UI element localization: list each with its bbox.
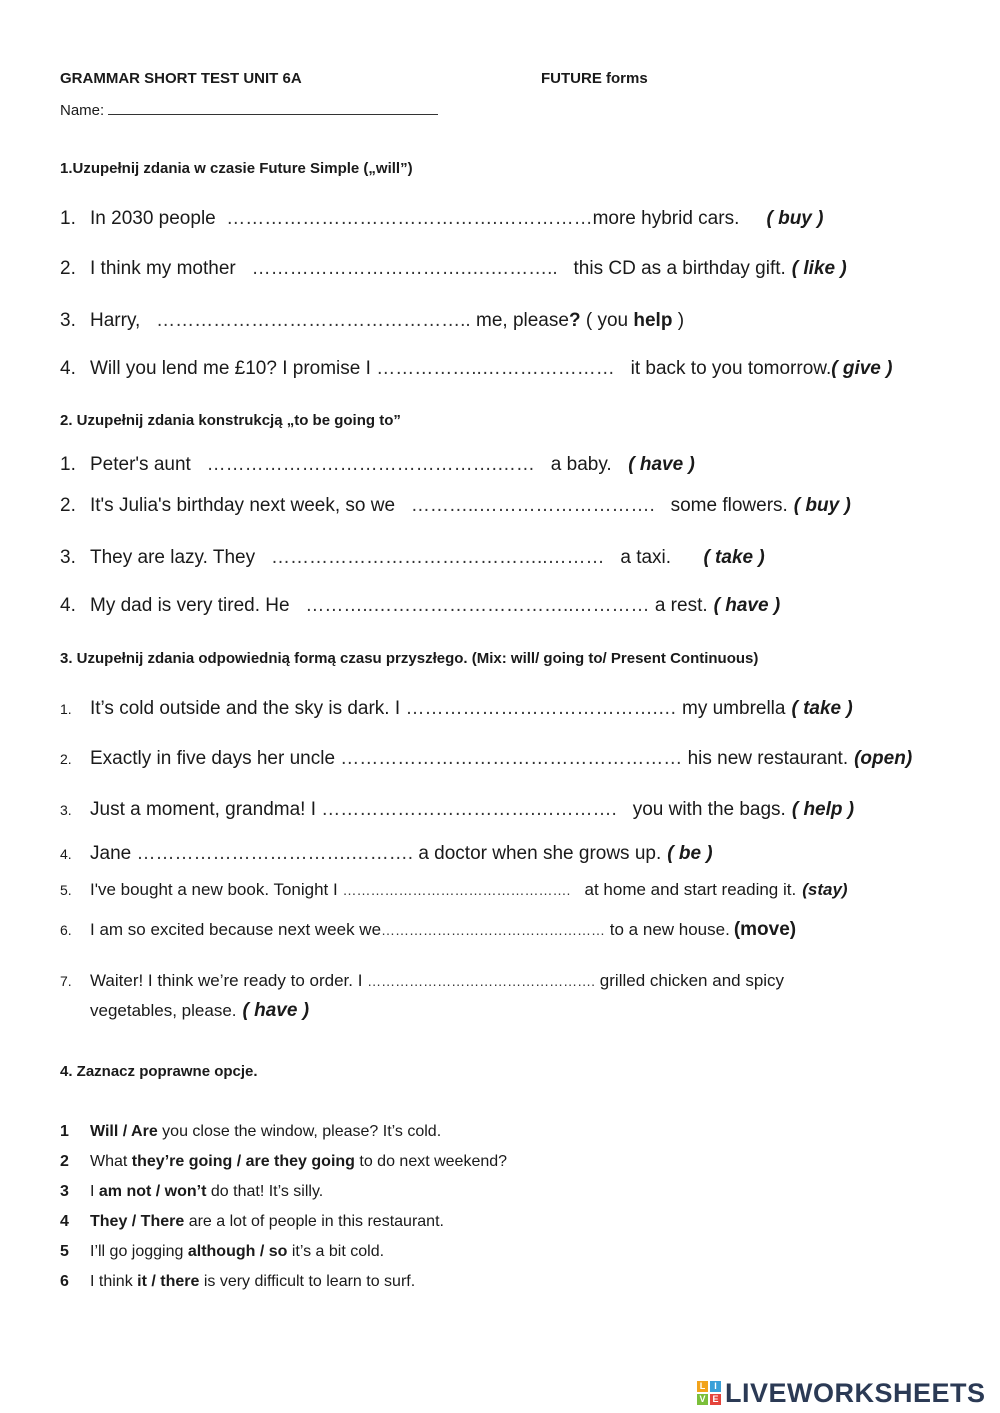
s4-question-5: 5 I’ll go jogging although / so it’s a bit cold.	[60, 1243, 385, 1260]
answer-blank[interactable]: …………………………….………….	[321, 799, 617, 820]
s3-question-2: 2. Exactly in five days her uncle ……………………………………………… his new restaurant. (open)	[60, 748, 913, 769]
s2-question-3: 3. They are lazy. They ……………………………………..……… a taxi. ( take )	[60, 547, 765, 568]
verb-hint: ( have )	[713, 595, 781, 616]
s2-question-4: 4. My dad is very tired. He ………..…………………………..………… a rest. ( have )	[60, 595, 781, 616]
s3-question-1: 1. It’s cold outside and the sky is dark. I ………………………………….… my umbrella ( take )	[60, 698, 853, 719]
verb-hint: ( buy )	[793, 495, 851, 516]
answer-blank[interactable]: ………………………………….…	[405, 698, 677, 719]
s4-question-4: 4 They / There are a lot of people in this restaurant.	[60, 1213, 444, 1230]
verb-hint: help	[633, 310, 673, 331]
logo-mark-icon	[697, 1381, 721, 1405]
answer-blank[interactable]: ………………………………………….	[342, 882, 571, 898]
answer-blank[interactable]: …………………………………………..	[156, 310, 471, 331]
verb-hint: ( have )	[242, 1000, 310, 1021]
section3-heading: 3. Uzupełnij zdania odpowiednią formą czasu przyszłego. (Mix: will/ going to/ Present Continuous)	[60, 650, 759, 667]
logo-text: LIVEWORKSHEETS	[725, 1377, 986, 1408]
s1-question-4: 4. Will you lend me £10? I promise I ……………..………………… it back to you tomorrow.( give )	[60, 358, 893, 379]
answer-blank[interactable]: ………..……………………….	[410, 495, 655, 516]
s2-question-2: 2. It's Julia's birthday next week, so we ………..………………………. some flowers. ( buy )	[60, 495, 851, 516]
verb-hint: (open)	[854, 748, 913, 769]
verb-hint: ( help )	[791, 799, 855, 820]
answer-blank[interactable]: …………………………………….……………	[226, 208, 593, 229]
section4-heading: 4. Zaznacz poprawne opcje.	[60, 1063, 258, 1080]
answer-blank[interactable]: …………………………….……….	[136, 843, 414, 864]
name-row	[60, 100, 438, 119]
choice-options[interactable]: it / there	[137, 1273, 200, 1290]
verb-hint: ( give )	[831, 358, 893, 379]
choice-options[interactable]: they’re going / are they going	[131, 1153, 355, 1170]
s4-question-1: 1 Will / Are you close the window, please? It’s cold.	[60, 1123, 442, 1140]
section1-heading: 1.Uzupełnij zdania w czasie Future Simple („will”)	[60, 160, 413, 177]
answer-blank[interactable]: …………………………………………	[381, 922, 606, 938]
choice-options[interactable]: They / There	[90, 1213, 185, 1230]
verb-hint: ( take )	[791, 698, 853, 719]
choice-options[interactable]: Will / Are	[90, 1123, 158, 1140]
answer-blank[interactable]: …………………………….….………..	[251, 258, 558, 279]
logo-letter: V	[697, 1394, 708, 1405]
answer-blank[interactable]: ………………………………………….	[367, 973, 596, 989]
s3-question-5: 5. I've bought a new book. Tonight I …………………………………………. at home and start reading it. (stay)	[60, 880, 848, 899]
verb-hint: ( buy )	[766, 208, 824, 229]
s2-question-1: 1. Peter's aunt ……………………………………….…… a baby. ( have )	[60, 454, 695, 475]
verb-hint: ( have )	[628, 454, 695, 475]
choice-options[interactable]: am not / won’t	[98, 1183, 207, 1200]
answer-blank[interactable]: ………..…………………………..…………	[305, 595, 650, 616]
choice-options[interactable]: although / so	[187, 1243, 288, 1260]
verb-hint: ( like )	[791, 258, 847, 279]
answer-blank[interactable]: ……………..…………………	[376, 358, 615, 379]
s4-question-3: 3 I am not / won’t do that! It’s silly.	[60, 1183, 324, 1200]
verb-hint: (move)	[733, 919, 797, 940]
s3-question-4: 4. Jane …………………………….………. a doctor when she grows up. ( be )	[60, 843, 713, 864]
s1-question-3: 3. Harry, ………………………………………….. me, please? ( you help )	[60, 310, 685, 331]
s1-question-1: 1. In 2030 people …………………………………….……………more hybrid cars. ( buy )	[60, 208, 824, 229]
liveworksheets-logo	[697, 1378, 986, 1408]
s3-question-7-line2: vegetables, please. ( have )	[90, 1000, 310, 1021]
name-label: Name:	[60, 102, 105, 119]
test-topic: FUTURE forms	[541, 70, 648, 87]
name-field[interactable]	[108, 100, 438, 115]
s3-question-6: 6. I am so excited because next week we………………………………………… to a new house. (move)	[60, 919, 797, 940]
answer-blank[interactable]: ……………………………………..………	[270, 547, 605, 568]
s4-question-2: 2 What they’re going / are they going to do next weekend?	[60, 1153, 508, 1170]
verb-hint: ( take )	[703, 547, 765, 568]
verb-hint: (stay)	[802, 880, 848, 899]
s1-question-2: 2. I think my mother …………………………….….……….. this CD as a birthday gift. ( like )	[60, 258, 847, 279]
logo-letter: I	[710, 1381, 721, 1392]
verb-hint: ( be )	[667, 843, 713, 864]
s4-question-6: 6 I think it / there is very difficult to learn to surf.	[60, 1273, 416, 1290]
test-title: GRAMMAR SHORT TEST UNIT 6A	[60, 70, 302, 87]
logo-letter: E	[710, 1394, 721, 1405]
answer-blank[interactable]: ……………………………………….……	[206, 454, 535, 475]
answer-blank[interactable]: ………………………………………………	[340, 748, 683, 769]
s3-question-3: 3. Just a moment, grandma! I …………………………….…………. you with the bags. ( help )	[60, 799, 855, 820]
s3-question-7: 7. Waiter! I think we’re ready to order. I …………………………………………. grilled chicken and spicy	[60, 971, 785, 990]
section2-heading: 2. Uzupełnij zdania konstrukcją „to be going to”	[60, 412, 401, 429]
logo-letter: L	[697, 1381, 708, 1392]
